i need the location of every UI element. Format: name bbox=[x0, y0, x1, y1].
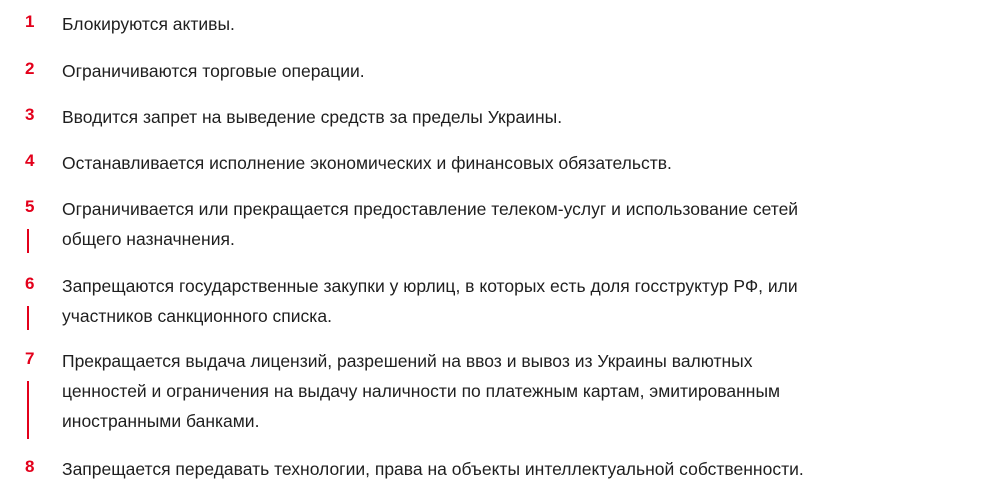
item-number: 5 bbox=[25, 197, 35, 216]
item-number: 6 bbox=[25, 274, 35, 293]
item-number: 7 bbox=[25, 349, 35, 368]
item-number: 2 bbox=[25, 59, 35, 78]
item-text: Останавливается исполнение экономических и финансовых обязательств. bbox=[62, 153, 672, 173]
item-text: Ограничивается или прекращается предоставление телеком-услуг и использование сетей общего назначнения. bbox=[62, 199, 799, 249]
item-text: Ограничиваются торговые операции. bbox=[62, 61, 365, 81]
item-number: 1 bbox=[25, 12, 35, 31]
item-text: Прекращается выдача лицензий, разрешений на ввоз и вывоз из Украины валютных ценностей и ограничения на выдачу наличности по платежным картам, эмитированным иностранными банками. bbox=[62, 351, 781, 431]
item-number: 8 bbox=[25, 457, 35, 476]
item-number: 4 bbox=[25, 151, 35, 170]
item-text: Блокируются активы. bbox=[62, 14, 235, 34]
item-divider-bar bbox=[27, 306, 29, 330]
item-text: Запрещаются государственные закупки у юрлиц, в которых есть доля госструктур РФ, или участников санкционного списка. bbox=[62, 276, 798, 326]
item-text: Вводится запрет на выведение средств за пределы Украины. bbox=[62, 107, 563, 127]
item-number: 3 bbox=[25, 105, 35, 124]
item-text: Запрещается передавать технологии, права на объекты интеллектуальной собственности. bbox=[62, 459, 804, 479]
item-divider-bar bbox=[27, 229, 29, 253]
item-divider-bar bbox=[27, 381, 29, 439]
